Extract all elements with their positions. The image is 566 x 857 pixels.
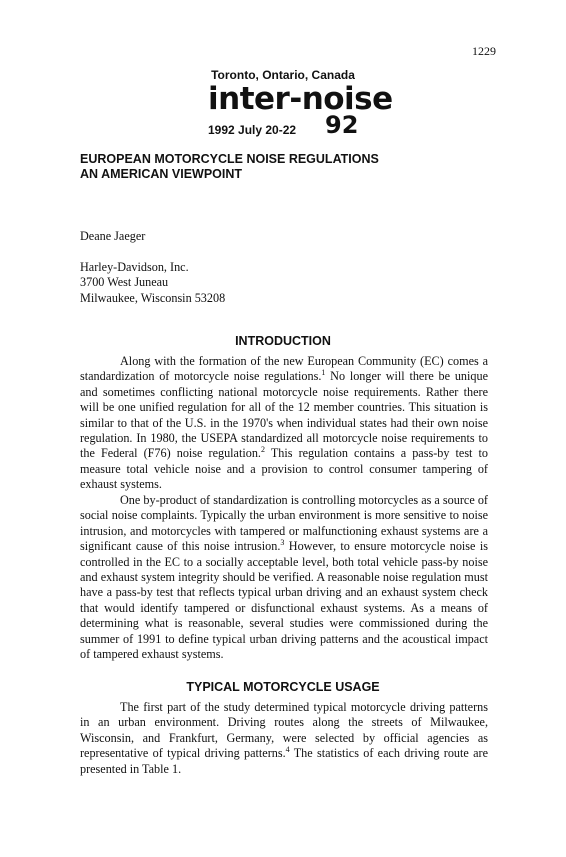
section-heading-introduction: INTRODUCTION xyxy=(235,334,331,348)
paper-title-line-2: AN AMERICAN VIEWPOINT xyxy=(80,167,243,181)
conference-date: 1992 July 20-22 xyxy=(208,123,297,137)
footnote-ref-2: 2 xyxy=(260,445,265,455)
footnote-ref-3: 3 xyxy=(280,538,285,548)
page-number: 1229 xyxy=(472,44,496,58)
paper-title-line-1: EUROPEAN MOTORCYCLE NOISE REGULATIONS xyxy=(80,152,379,166)
conference-location: Toronto, Ontario, Canada xyxy=(211,68,355,82)
affiliation: Harley-Davidson, Inc. xyxy=(80,260,189,274)
paper-title xyxy=(80,152,379,182)
city-address: Milwaukee, Wisconsin 53208 xyxy=(80,290,226,305)
conference-year: 92 xyxy=(325,111,359,139)
paragraph-introduction-2: One by-product of standardization is controlling motorcycles as a source of social noise complaints. Typically the urban environment is more sensitive to noise intrusion, and motorcycles with tampered or malfunctioning exhaust systems are a significant cause of this noise intrusion.$^3$ However, to ensure motorcycle noise is controlled in the EC to a socially acceptable level, both total vehicle pass-by noise and exhaust system integrity should be verified. A reasonable noise regulation must have a pass-by test that reflects typical urban driving and an exhaust system check that would identify tampered or disfunctional exhaust systems. As a means of determining what is reasonable, several studies were commissioned during the summer of 1991 to define typical urban driving patterns and the acoustical impact of tampered exhaust systems. xyxy=(80,493,488,662)
paragraph-introduction-1: Along with the formation of the new European Community (EC) comes a standardization of motorcycle noise regulations.$^1$ No longer will there be unique and sometimes conflicting national motorcycle noise requirements. Rather there will be one unified regulation for all of the 12 member countries. This situation is similar to that of the U.S. in the 1970's when individual states had their own noise regulation. In 1980, the USEPA standardized all motorcycle noise requirements to the Federal (F76) noise regulation.$^2$ This regulation contains a pass-by test to measure total vehicle noise and a provision to control consumer tampering of exhaust systems. xyxy=(80,354,488,492)
author-name: Deane Jaeger xyxy=(80,229,146,243)
footnote-ref-4: 4 xyxy=(285,745,290,755)
section-heading-typical-usage: TYPICAL MOTORCYCLE USAGE xyxy=(186,680,380,694)
paragraph-typical-usage-1: The first part of the study determined typical motorcycle driving patterns in an urban environment. Driving routes along the streets of Milwaukee, Wisconsin, and Frankfurt, Germany, were selected by official agencies as representative of typical driving patterns.$^4$ The statistics of each driving route are presented in Table 1. xyxy=(80,700,488,776)
street-address: 3700 West Juneau xyxy=(80,275,169,290)
conference-logo: inter-noise xyxy=(208,81,393,117)
footnote-ref-1: 1 xyxy=(321,368,326,378)
author-address xyxy=(80,260,225,306)
